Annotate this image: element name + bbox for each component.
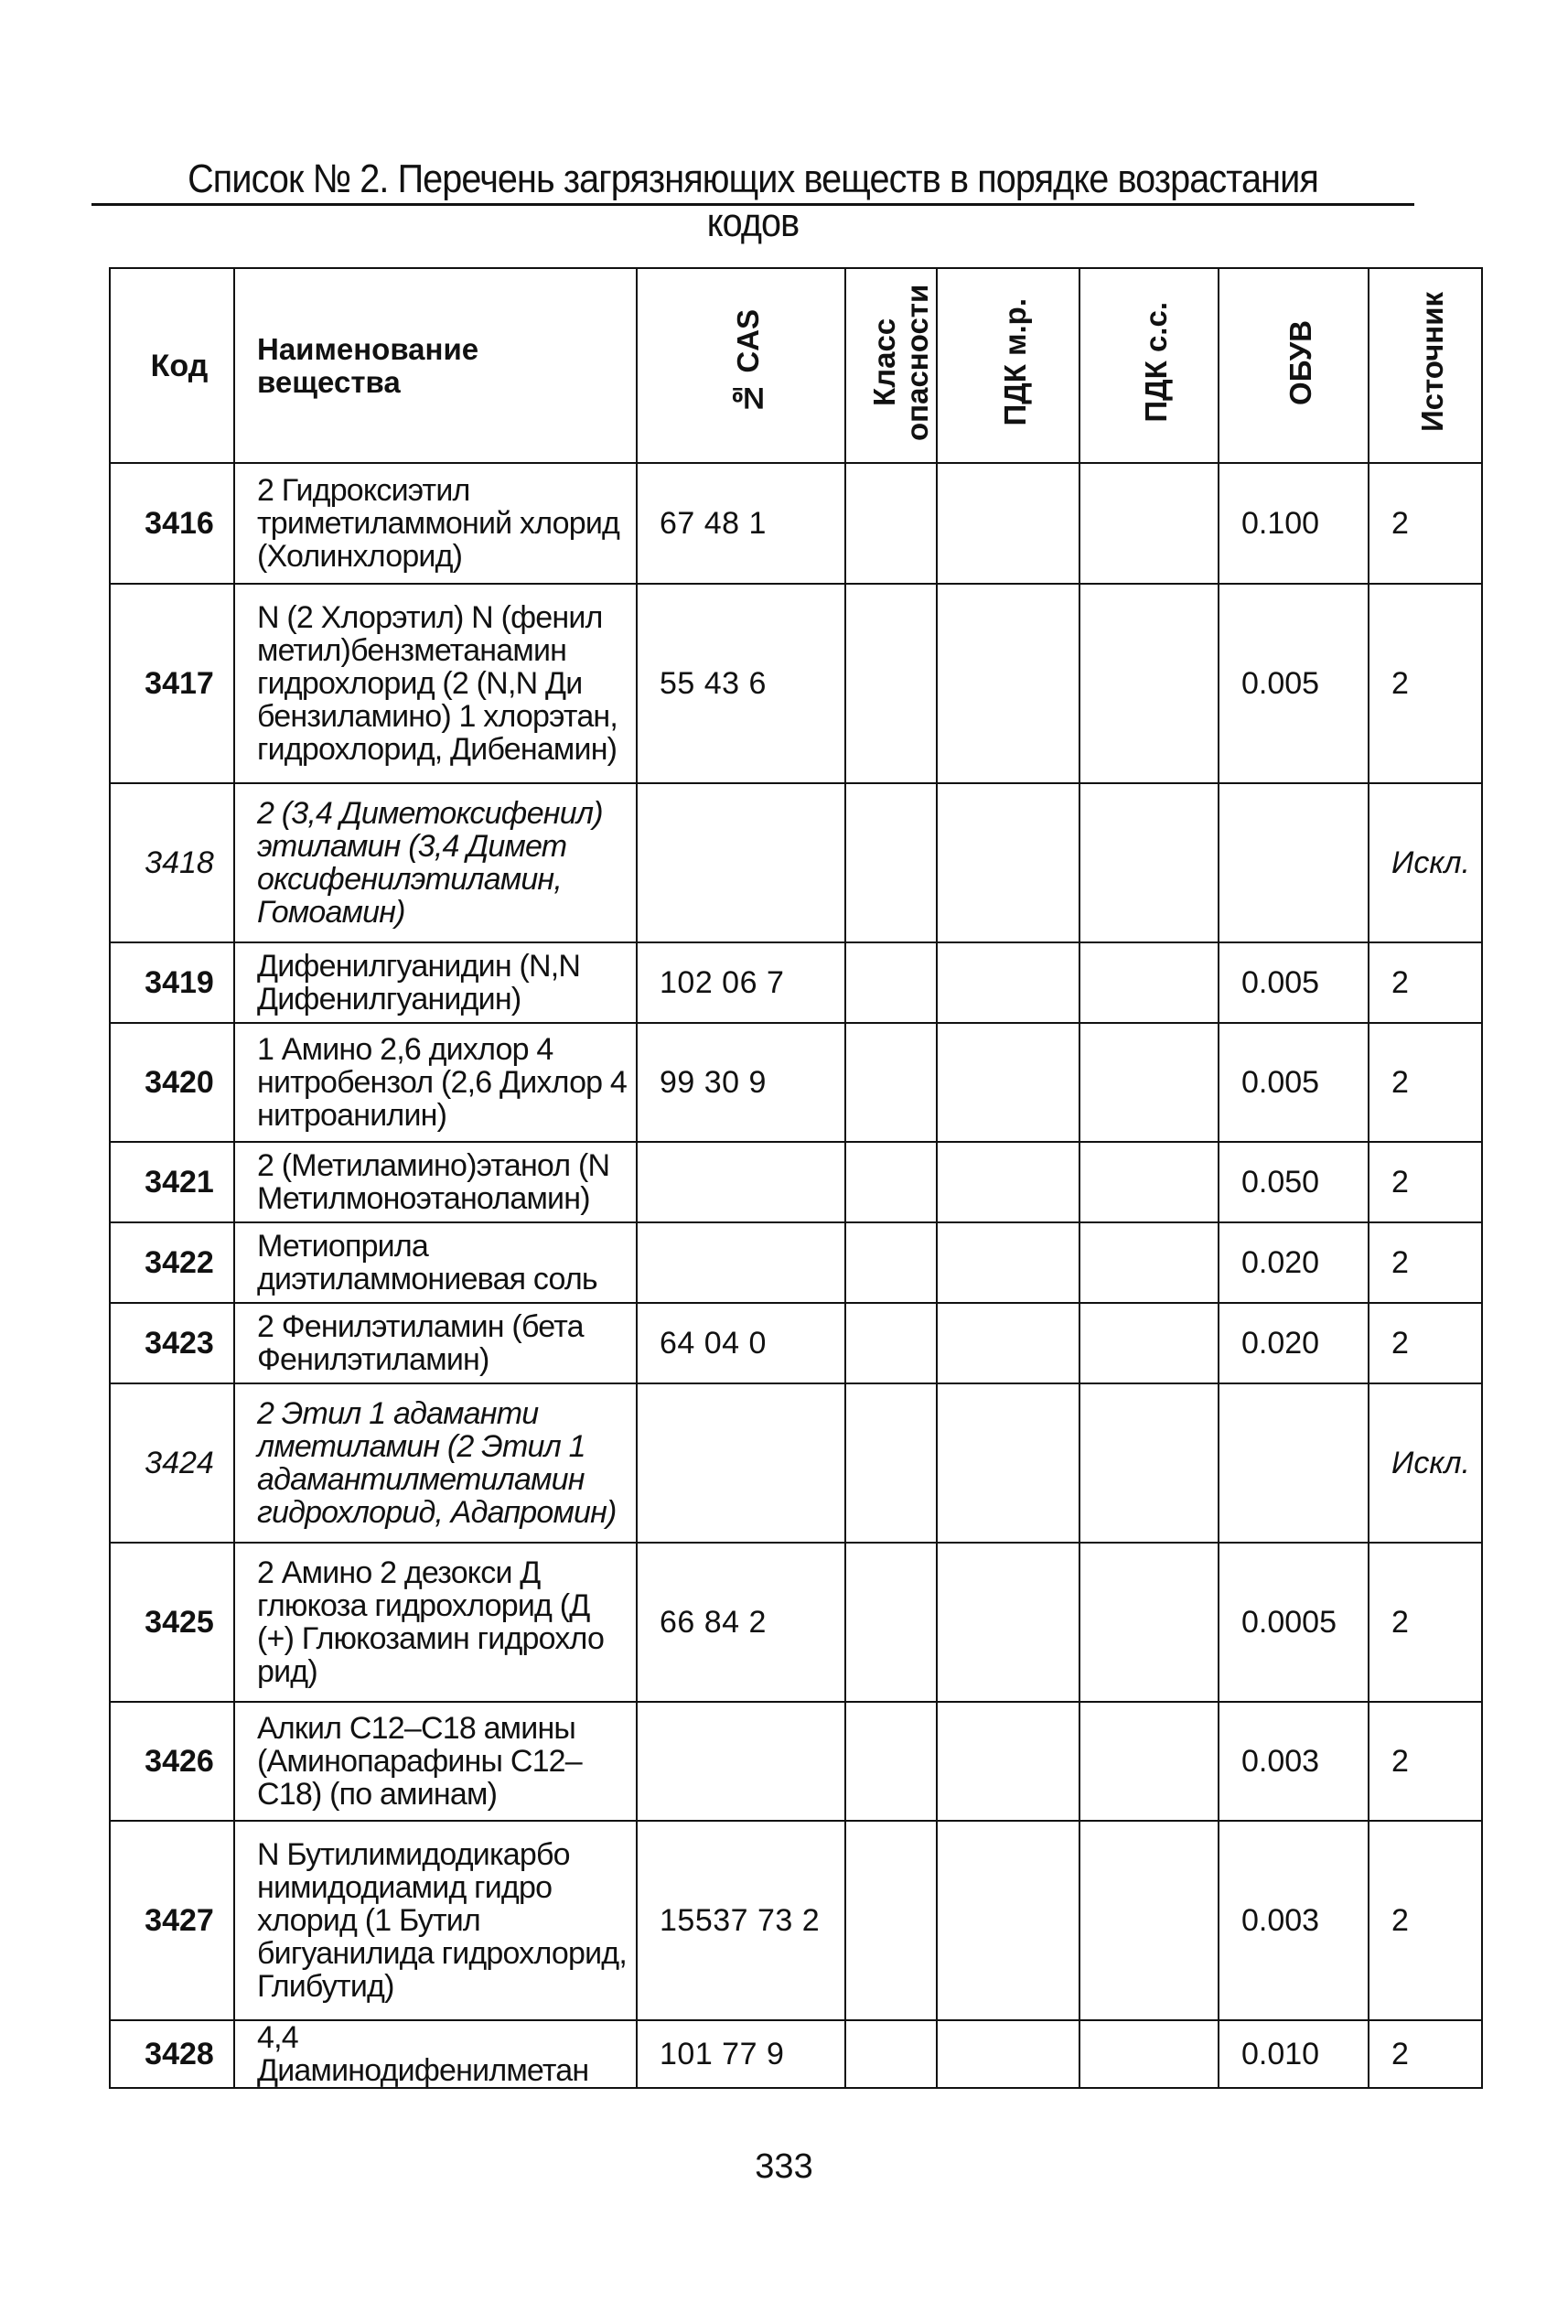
row-pdk-mr xyxy=(937,584,1079,783)
row-code: 3427 xyxy=(110,1821,234,2020)
row-hazard-class xyxy=(845,783,937,942)
row-name: N Бутилимидодикарбо нимидодиамид гидро хлорид (1 Бутил бигуанилида гидрохлорид, Глибутид) xyxy=(234,1821,637,2020)
row-obuv: 0.020 xyxy=(1219,1303,1369,1383)
row-obuv: 0.0005 xyxy=(1219,1543,1369,1702)
header-pdk-ss xyxy=(1079,268,1219,463)
row-name: Метиоприла диэтиламмониевая соль xyxy=(234,1222,637,1303)
row-obuv: 0.005 xyxy=(1219,942,1369,1023)
row-hazard-class xyxy=(845,1023,937,1142)
row-pdk-mr xyxy=(937,783,1079,942)
row-name: 4,4 Диаминодифенилметан xyxy=(234,2020,637,2088)
row-source: 2 xyxy=(1369,1023,1482,1142)
row-pdk-ss xyxy=(1079,463,1219,584)
table-row xyxy=(110,584,1482,783)
row-cas: 15537 73 2 xyxy=(637,1821,845,2020)
header-cas xyxy=(637,268,845,463)
row-cas xyxy=(637,1702,845,1821)
row-hazard-class xyxy=(845,463,937,584)
row-pdk-mr xyxy=(937,1142,1079,1222)
row-name: 1 Амино 2,6 дихлор 4 нитробензол (2,6 Дихлор 4 нитроанилин) xyxy=(234,1023,637,1142)
table-row xyxy=(110,1821,1482,2020)
row-obuv: 0.003 xyxy=(1219,1821,1369,2020)
row-name: Дифенилгуанидин (N,N Дифенилгуанидин) xyxy=(234,942,637,1023)
row-cas: 55 43 6 xyxy=(637,584,845,783)
row-code: 3423 xyxy=(110,1303,234,1383)
row-pdk-ss xyxy=(1079,1821,1219,2020)
row-source: 2 xyxy=(1369,1543,1482,1702)
row-pdk-ss xyxy=(1079,1383,1219,1543)
row-pdk-mr xyxy=(937,1821,1079,2020)
header-pdk-mr-label: ПДК м.р. xyxy=(998,298,1032,426)
row-code: 3420 xyxy=(110,1023,234,1142)
row-pdk-ss xyxy=(1079,584,1219,783)
row-cas xyxy=(637,1142,845,1222)
row-name: N (2 Хлорэтил) N (фенил метил)бензметанамин гидрохлорид (2 (N,N Ди бензиламино) 1 хлорэтан, гидрохлорид, Дибенамин) xyxy=(234,584,637,783)
row-source: 2 xyxy=(1369,463,1482,584)
header-code: Код xyxy=(110,268,234,463)
row-hazard-class xyxy=(845,2020,937,2088)
row-name: 2 Этил 1 адаманти лметиламин (2 Этил 1 адамантилметиламин гидрохлорид, Адапромин) xyxy=(234,1383,637,1543)
row-hazard-class xyxy=(845,1222,937,1303)
row-pdk-mr xyxy=(937,1303,1079,1383)
header-source-label: Источник xyxy=(1415,292,1449,433)
row-source: 2 xyxy=(1369,1142,1482,1222)
header-obuv xyxy=(1219,268,1369,463)
row-source: 2 xyxy=(1369,1702,1482,1821)
row-code: 3428 xyxy=(110,2020,234,2088)
row-obuv: 0.050 xyxy=(1219,1142,1369,1222)
row-code: 3426 xyxy=(110,1702,234,1821)
table-row xyxy=(110,1303,1482,1383)
row-source: 2 xyxy=(1369,2020,1482,2088)
row-hazard-class xyxy=(845,1821,937,2020)
row-hazard-class xyxy=(845,1543,937,1702)
row-obuv: 0.003 xyxy=(1219,1702,1369,1821)
row-source: 2 xyxy=(1369,942,1482,1023)
row-pdk-ss xyxy=(1079,1303,1219,1383)
row-name: 2 (Метиламино)этанол (N Метилмоноэтаноламин) xyxy=(234,1142,637,1222)
row-code: 3422 xyxy=(110,1222,234,1303)
row-code: 3424 xyxy=(110,1383,234,1543)
row-pdk-mr xyxy=(937,1543,1079,1702)
table-row xyxy=(110,1142,1482,1222)
row-obuv xyxy=(1219,783,1369,942)
row-source: 2 xyxy=(1369,584,1482,783)
row-cas: 66 84 2 xyxy=(637,1543,845,1702)
header-rule xyxy=(91,203,1414,206)
header-hazard-class xyxy=(845,268,937,463)
page-number: 333 xyxy=(755,2147,813,2186)
table-row xyxy=(110,463,1482,584)
row-pdk-ss xyxy=(1079,942,1219,1023)
row-name: 2 Амино 2 дезокси Д глюкоза гидрохлорид (Д (+) Глюкозамин гидрохло рид) xyxy=(234,1543,637,1702)
row-cas: 99 30 9 xyxy=(637,1023,845,1142)
row-source: 2 xyxy=(1369,1303,1482,1383)
row-cas: 102 06 7 xyxy=(637,942,845,1023)
row-hazard-class xyxy=(845,1303,937,1383)
header-cas-label: № CAS xyxy=(731,309,765,415)
row-hazard-class xyxy=(845,584,937,783)
row-pdk-ss xyxy=(1079,1543,1219,1702)
row-code: 3417 xyxy=(110,584,234,783)
row-pdk-ss xyxy=(1079,783,1219,942)
row-pdk-ss xyxy=(1079,1023,1219,1142)
row-code: 3416 xyxy=(110,463,234,584)
row-name: 2 (3,4 Диметоксифенил) этиламин (3,4 Димет оксифенилэтиламин, Гомоамин) xyxy=(234,783,637,942)
table-row xyxy=(110,783,1482,942)
row-source: Искл. xyxy=(1369,1383,1482,1543)
table-row xyxy=(110,1383,1482,1543)
row-obuv: 0.020 xyxy=(1219,1222,1369,1303)
page-header: Список № 2. Перечень загрязняющих веществ в порядке возрастания кодов xyxy=(188,156,1318,245)
row-name: 2 Фенилэтиламин (бета Фенилэтиламин) xyxy=(234,1303,637,1383)
row-obuv xyxy=(1219,1383,1369,1543)
row-source: 2 xyxy=(1369,1222,1482,1303)
row-pdk-mr xyxy=(937,1023,1079,1142)
row-pdk-mr xyxy=(937,942,1079,1023)
row-pdk-ss xyxy=(1079,1222,1219,1303)
header-pdk-ss-label: ПДК с.с. xyxy=(1139,302,1173,423)
row-source: 2 xyxy=(1369,1821,1482,2020)
row-hazard-class xyxy=(845,1142,937,1222)
table-row xyxy=(110,1222,1482,1303)
row-code: 3421 xyxy=(110,1142,234,1222)
row-pdk-mr xyxy=(937,1383,1079,1543)
row-pdk-mr xyxy=(937,463,1079,584)
table-row xyxy=(110,2020,1482,2088)
row-name: Алкил C12–C18 амины (Аминопарафины C12–C18) (по аминам) xyxy=(234,1702,637,1821)
row-source: Искл. xyxy=(1369,783,1482,942)
header-source xyxy=(1369,268,1482,463)
row-cas: 64 04 0 xyxy=(637,1303,845,1383)
row-cas: 67 48 1 xyxy=(637,463,845,584)
table-row xyxy=(110,942,1482,1023)
row-code: 3419 xyxy=(110,942,234,1023)
row-pdk-mr xyxy=(937,1222,1079,1303)
row-pdk-ss xyxy=(1079,2020,1219,2088)
header-obuv-label: ОБУВ xyxy=(1283,319,1317,405)
row-pdk-ss xyxy=(1079,1702,1219,1821)
header-hazard-class-label: Класс опасности xyxy=(867,284,934,441)
row-pdk-mr xyxy=(937,1702,1079,1821)
table-row xyxy=(110,1702,1482,1821)
header-row xyxy=(110,268,1482,463)
header-pdk-mr xyxy=(937,268,1079,463)
row-obuv: 0.010 xyxy=(1219,2020,1369,2088)
row-obuv: 0.005 xyxy=(1219,584,1369,783)
row-code: 3425 xyxy=(110,1543,234,1702)
substances-table xyxy=(109,267,1483,2089)
row-hazard-class xyxy=(845,942,937,1023)
row-name: 2 Гидроксиэтил триметиламмоний хлорид (Холинхлорид) xyxy=(234,463,637,584)
row-code: 3418 xyxy=(110,783,234,942)
row-obuv: 0.100 xyxy=(1219,463,1369,584)
row-hazard-class xyxy=(845,1383,937,1543)
row-hazard-class xyxy=(845,1702,937,1821)
row-pdk-mr xyxy=(937,2020,1079,2088)
row-cas xyxy=(637,1222,845,1303)
row-pdk-ss xyxy=(1079,1142,1219,1222)
row-cas xyxy=(637,783,845,942)
row-obuv: 0.005 xyxy=(1219,1023,1369,1142)
header-name: Наименование вещества xyxy=(234,268,637,463)
table-row xyxy=(110,1023,1482,1142)
row-cas: 101 77 9 xyxy=(637,2020,845,2088)
row-cas xyxy=(637,1383,845,1543)
table-row xyxy=(110,1543,1482,1702)
